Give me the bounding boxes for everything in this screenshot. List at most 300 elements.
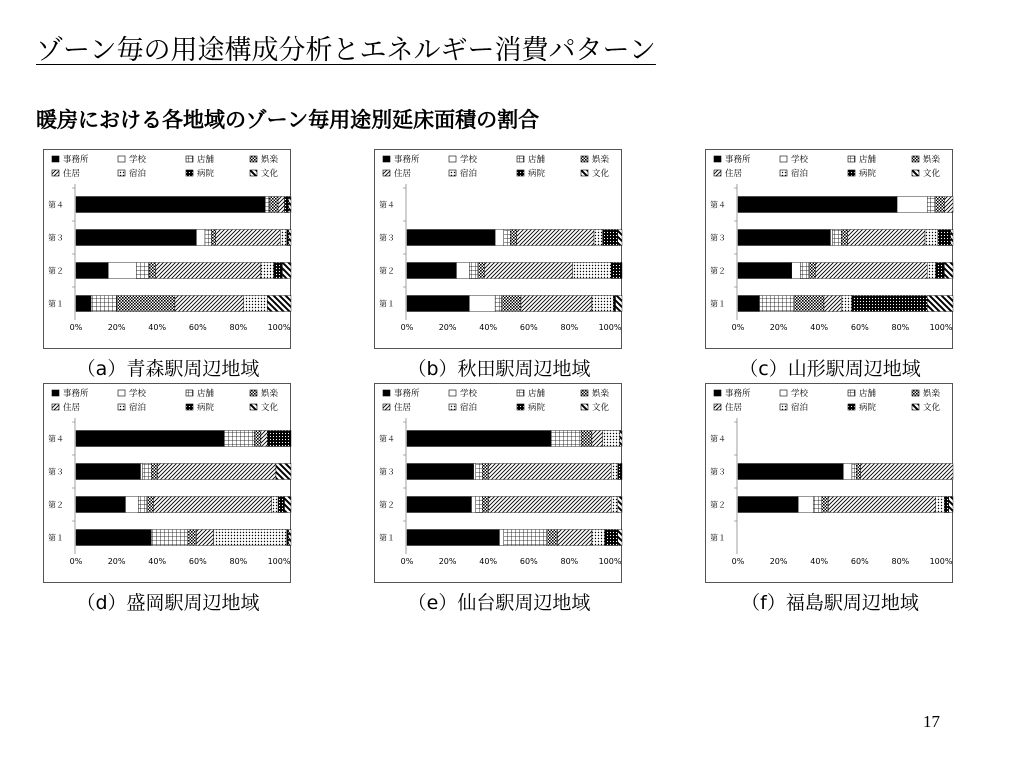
bar-segment bbox=[949, 497, 953, 513]
bar-segment bbox=[594, 230, 603, 246]
bar-segment bbox=[196, 230, 205, 246]
chart-panel-f bbox=[705, 383, 953, 583]
bar-segment bbox=[205, 230, 211, 246]
bar-segment bbox=[495, 230, 504, 246]
bar-segment bbox=[618, 464, 622, 480]
bar-segment bbox=[267, 431, 291, 447]
bar-segment bbox=[285, 497, 291, 513]
legend-label-3: 娯楽 bbox=[261, 155, 279, 165]
bar-segment bbox=[280, 230, 286, 246]
legend-swatch-7 bbox=[912, 170, 919, 176]
bar-segment bbox=[76, 296, 91, 312]
bar-segment bbox=[175, 296, 244, 312]
bar-segment bbox=[611, 263, 622, 279]
bar-segment bbox=[830, 230, 832, 246]
bar-segment bbox=[287, 530, 289, 546]
bar-segment bbox=[738, 263, 792, 279]
y-tick-label: 第１ bbox=[379, 299, 395, 309]
bar-segment bbox=[151, 530, 188, 546]
legend-label-2: 店舗 bbox=[197, 155, 215, 165]
legend-label-2: 店舗 bbox=[528, 389, 546, 399]
bar-segment bbox=[276, 464, 291, 480]
bar-segment bbox=[76, 431, 224, 447]
chart-caption-f: （f）福島駅周辺地域 bbox=[741, 592, 919, 614]
legend-swatch-2 bbox=[517, 390, 524, 396]
legend-swatch-2 bbox=[186, 156, 193, 162]
y-tick-label: 第２ bbox=[48, 500, 64, 510]
x-tick-label: 0% bbox=[400, 557, 414, 566]
legend-label-3: 娯楽 bbox=[923, 389, 941, 399]
legend-swatch-6 bbox=[848, 404, 855, 410]
bar-segment bbox=[76, 497, 125, 513]
legend-swatch-0 bbox=[714, 390, 721, 396]
legend-swatch-7 bbox=[581, 170, 588, 176]
legend-label-5: 宿泊 bbox=[129, 169, 147, 179]
legend-label-5: 宿泊 bbox=[460, 403, 478, 413]
bar-segment bbox=[760, 296, 794, 312]
legend-swatch-4 bbox=[52, 170, 59, 176]
bar-segment bbox=[517, 230, 594, 246]
legend-label-4: 住居 bbox=[725, 403, 743, 413]
bar-segment bbox=[616, 296, 622, 312]
bar-segment bbox=[897, 197, 927, 213]
bar-segment bbox=[592, 296, 614, 312]
legend-label-7: 文化 bbox=[592, 169, 610, 179]
legend-swatch-2 bbox=[517, 156, 524, 162]
legend-swatch-6 bbox=[186, 404, 193, 410]
bar-segment bbox=[478, 263, 484, 279]
legend-swatch-6 bbox=[517, 170, 524, 176]
bar-segment bbox=[267, 296, 291, 312]
legend-label-0: 事務所 bbox=[394, 389, 420, 399]
chart-svg-d bbox=[44, 384, 292, 584]
bar-segment bbox=[156, 263, 261, 279]
x-tick-label: 20% bbox=[438, 323, 457, 332]
bar-segment bbox=[141, 464, 143, 480]
bar-segment bbox=[499, 530, 503, 546]
bar-segment bbox=[951, 230, 953, 246]
chart-svg-b bbox=[375, 150, 623, 350]
bar-segment bbox=[76, 464, 141, 480]
bar-segment bbox=[456, 263, 469, 279]
bar-segment bbox=[504, 530, 547, 546]
legend-label-5: 宿泊 bbox=[791, 403, 809, 413]
bar-segment bbox=[824, 296, 841, 312]
legend-swatch-2 bbox=[848, 390, 855, 396]
x-tick-label: 0% bbox=[69, 323, 83, 332]
chart-panel-b bbox=[374, 149, 622, 349]
bar-segment bbox=[620, 431, 622, 447]
x-tick-label: 60% bbox=[188, 557, 207, 566]
legend-label-4: 住居 bbox=[63, 169, 81, 179]
legend-label-7: 文化 bbox=[923, 169, 941, 179]
legend-label-6: 病院 bbox=[859, 403, 877, 413]
legend-label-4: 住居 bbox=[394, 169, 412, 179]
legend-swatch-7 bbox=[912, 404, 919, 410]
bar-segment bbox=[603, 431, 620, 447]
bar-segment bbox=[289, 230, 291, 246]
bar-segment bbox=[254, 431, 260, 447]
bar-segment bbox=[504, 230, 510, 246]
x-tick-label: 60% bbox=[850, 323, 869, 332]
bar-segment bbox=[244, 296, 268, 312]
x-tick-label: 20% bbox=[769, 557, 788, 566]
bar-segment bbox=[261, 431, 267, 447]
bar-segment bbox=[489, 497, 612, 513]
legend-swatch-7 bbox=[250, 170, 257, 176]
legend-swatch-1 bbox=[118, 390, 125, 396]
legend-swatch-4 bbox=[714, 404, 721, 410]
bar-segment bbox=[794, 296, 824, 312]
legend-swatch-1 bbox=[780, 390, 787, 396]
x-tick-label: 40% bbox=[479, 557, 498, 566]
bar-segment bbox=[216, 230, 281, 246]
legend-swatch-0 bbox=[383, 156, 390, 162]
bar-segment bbox=[822, 497, 828, 513]
legend-label-2: 店舗 bbox=[859, 389, 877, 399]
legend-label-0: 事務所 bbox=[63, 389, 89, 399]
legend-swatch-5 bbox=[449, 170, 456, 176]
bar-segment bbox=[147, 497, 153, 513]
legend-label-6: 病院 bbox=[528, 169, 546, 179]
legend-swatch-3 bbox=[250, 390, 257, 396]
legend-swatch-0 bbox=[714, 156, 721, 162]
x-tick-label: 100% bbox=[267, 557, 291, 566]
bar-segment bbox=[856, 464, 860, 480]
x-tick-label: 60% bbox=[519, 323, 538, 332]
bar-segment bbox=[136, 263, 149, 279]
legend-swatch-4 bbox=[714, 170, 721, 176]
bar-segment bbox=[843, 464, 852, 480]
legend-swatch-0 bbox=[52, 390, 59, 396]
x-tick-label: 100% bbox=[929, 323, 953, 332]
x-tick-label: 40% bbox=[479, 323, 498, 332]
bar-segment bbox=[138, 497, 147, 513]
legend-label-1: 学校 bbox=[129, 389, 147, 399]
legend-label-7: 文化 bbox=[592, 403, 610, 413]
x-tick-label: 80% bbox=[560, 557, 579, 566]
legend-swatch-5 bbox=[118, 404, 125, 410]
legend-label-7: 文化 bbox=[261, 403, 279, 413]
x-tick-label: 60% bbox=[519, 557, 538, 566]
y-tick-label: 第４ bbox=[710, 200, 726, 210]
bar-segment bbox=[618, 497, 622, 513]
bar-segment bbox=[605, 530, 618, 546]
y-tick-label: 第２ bbox=[379, 500, 395, 510]
legend-swatch-6 bbox=[186, 170, 193, 176]
legend-swatch-7 bbox=[581, 404, 588, 410]
legend-swatch-1 bbox=[449, 390, 456, 396]
bar-segment bbox=[927, 197, 936, 213]
bar-segment bbox=[482, 497, 488, 513]
x-tick-label: 80% bbox=[560, 323, 579, 332]
bar-segment bbox=[592, 530, 605, 546]
legend-swatch-0 bbox=[52, 156, 59, 162]
bar-segment bbox=[143, 464, 152, 480]
bar-segment bbox=[76, 530, 151, 546]
legend-swatch-5 bbox=[118, 170, 125, 176]
y-tick-label: 第１ bbox=[379, 533, 395, 543]
slide-subtitle: 暖房における各地域のゾーン毎用途別延床面積の割合 bbox=[36, 108, 540, 132]
x-tick-label: 100% bbox=[929, 557, 953, 566]
bar-segment bbox=[211, 230, 215, 246]
x-tick-label: 40% bbox=[148, 557, 167, 566]
y-tick-label: 第１ bbox=[48, 299, 64, 309]
y-tick-label: 第３ bbox=[48, 467, 64, 477]
legend-label-4: 住居 bbox=[394, 403, 412, 413]
bar-segment bbox=[813, 497, 822, 513]
bar-segment bbox=[927, 296, 953, 312]
x-tick-label: 0% bbox=[731, 557, 745, 566]
legend-swatch-3 bbox=[912, 390, 919, 396]
bar-segment bbox=[282, 263, 291, 279]
x-tick-label: 20% bbox=[438, 557, 457, 566]
legend-label-2: 店舗 bbox=[859, 155, 877, 165]
bar-segment bbox=[407, 497, 472, 513]
legend-swatch-1 bbox=[449, 156, 456, 162]
bar-segment bbox=[611, 464, 617, 480]
bar-segment bbox=[476, 464, 482, 480]
bar-segment bbox=[76, 197, 265, 213]
bar-segment bbox=[158, 464, 276, 480]
legend-label-1: 学校 bbox=[460, 155, 478, 165]
legend-label-4: 住居 bbox=[63, 403, 81, 413]
legend-swatch-3 bbox=[250, 156, 257, 162]
bar-segment bbox=[551, 431, 581, 447]
legend-swatch-3 bbox=[912, 156, 919, 162]
x-tick-label: 0% bbox=[731, 323, 745, 332]
legend-label-5: 宿泊 bbox=[791, 169, 809, 179]
x-tick-label: 20% bbox=[769, 323, 788, 332]
bar-segment bbox=[289, 530, 291, 546]
bar-segment bbox=[573, 263, 612, 279]
bar-segment bbox=[76, 230, 196, 246]
y-tick-label: 第２ bbox=[710, 500, 726, 510]
bar-segment bbox=[925, 230, 938, 246]
bar-segment bbox=[91, 296, 117, 312]
chart-caption-c: （c）山形駅周辺地域 bbox=[739, 358, 921, 380]
bar-segment bbox=[841, 296, 852, 312]
legend-swatch-5 bbox=[780, 404, 787, 410]
bar-segment bbox=[117, 296, 175, 312]
legend-label-6: 病院 bbox=[197, 403, 215, 413]
bar-segment bbox=[944, 197, 953, 213]
legend-label-3: 娯楽 bbox=[592, 155, 610, 165]
x-tick-label: 100% bbox=[267, 323, 291, 332]
bar-segment bbox=[489, 464, 612, 480]
x-tick-label: 40% bbox=[810, 557, 829, 566]
legend-label-2: 店舗 bbox=[528, 155, 546, 165]
legend-swatch-7 bbox=[250, 404, 257, 410]
chart-svg-a bbox=[44, 150, 292, 350]
legend-label-7: 文化 bbox=[923, 403, 941, 413]
x-tick-label: 80% bbox=[229, 557, 248, 566]
chart-caption-e: （e）仙台駅周辺地域 bbox=[407, 592, 591, 614]
bar-segment bbox=[289, 197, 291, 213]
bar-segment bbox=[618, 530, 622, 546]
chart-caption-b: （b）秋田駅周辺地域 bbox=[407, 358, 591, 380]
bar-segment bbox=[214, 530, 287, 546]
x-tick-label: 80% bbox=[891, 323, 910, 332]
x-tick-label: 100% bbox=[598, 323, 622, 332]
legend-label-6: 病院 bbox=[528, 403, 546, 413]
y-tick-label: 第４ bbox=[710, 434, 726, 444]
legend-swatch-1 bbox=[780, 156, 787, 162]
bar-segment bbox=[474, 464, 476, 480]
legend-label-4: 住居 bbox=[725, 169, 743, 179]
bar-segment bbox=[618, 230, 622, 246]
legend-swatch-2 bbox=[848, 156, 855, 162]
bar-segment bbox=[196, 530, 213, 546]
bar-segment bbox=[558, 530, 592, 546]
bar-segment bbox=[469, 263, 478, 279]
slide-title: ゾーン毎の用途構成分析とエネルギー消費パターン bbox=[36, 35, 656, 66]
legend-label-6: 病院 bbox=[197, 169, 215, 179]
legend-swatch-4 bbox=[383, 170, 390, 176]
y-tick-label: 第１ bbox=[710, 299, 726, 309]
bar-segment bbox=[188, 530, 197, 546]
legend-label-3: 娯楽 bbox=[261, 389, 279, 399]
bar-segment bbox=[482, 464, 488, 480]
x-tick-label: 60% bbox=[850, 557, 869, 566]
bar-segment bbox=[738, 464, 843, 480]
bar-segment bbox=[265, 197, 269, 213]
bar-segment bbox=[944, 497, 948, 513]
bar-segment bbox=[833, 230, 842, 246]
bar-segment bbox=[936, 197, 945, 213]
bar-segment bbox=[495, 296, 501, 312]
chart-svg-e bbox=[375, 384, 623, 584]
bar-segment bbox=[125, 497, 138, 513]
legend-label-1: 学校 bbox=[791, 155, 809, 165]
bar-segment bbox=[938, 230, 951, 246]
bar-segment bbox=[151, 464, 157, 480]
bar-segment bbox=[287, 230, 289, 246]
bar-segment bbox=[603, 230, 618, 246]
bar-segment bbox=[272, 497, 278, 513]
x-tick-label: 40% bbox=[148, 323, 167, 332]
y-tick-label: 第４ bbox=[379, 200, 395, 210]
legend-swatch-0 bbox=[383, 390, 390, 396]
bar-segment bbox=[852, 464, 856, 480]
bar-segment bbox=[861, 464, 953, 480]
bar-segment bbox=[285, 197, 289, 213]
bar-segment bbox=[738, 230, 830, 246]
legend-swatch-6 bbox=[517, 404, 524, 410]
x-tick-label: 20% bbox=[107, 557, 126, 566]
legend-label-1: 学校 bbox=[791, 389, 809, 399]
bar-segment bbox=[108, 263, 136, 279]
legend-swatch-4 bbox=[52, 404, 59, 410]
bar-segment bbox=[261, 263, 274, 279]
bar-segment bbox=[936, 263, 945, 279]
y-tick-label: 第３ bbox=[710, 233, 726, 243]
bar-segment bbox=[927, 263, 936, 279]
bar-segment bbox=[278, 197, 284, 213]
bar-segment bbox=[581, 431, 592, 447]
chart-caption-a: （a）青森駅周辺地域 bbox=[76, 358, 260, 380]
bar-segment bbox=[936, 497, 945, 513]
bar-segment bbox=[407, 230, 495, 246]
chart-svg-f bbox=[706, 384, 954, 584]
bar-segment bbox=[484, 263, 572, 279]
chart-svg-c bbox=[706, 150, 954, 350]
x-tick-label: 20% bbox=[107, 323, 126, 332]
x-tick-label: 0% bbox=[69, 557, 83, 566]
bar-segment bbox=[852, 296, 927, 312]
bar-segment bbox=[476, 497, 482, 513]
bar-segment bbox=[472, 497, 476, 513]
legend-label-0: 事務所 bbox=[394, 155, 420, 165]
legend-swatch-6 bbox=[848, 170, 855, 176]
legend-swatch-5 bbox=[780, 170, 787, 176]
legend-swatch-4 bbox=[383, 404, 390, 410]
legend-swatch-2 bbox=[186, 390, 193, 396]
bar-segment bbox=[407, 431, 551, 447]
chart-panel-c bbox=[705, 149, 953, 349]
x-tick-label: 40% bbox=[810, 323, 829, 332]
bar-segment bbox=[469, 296, 495, 312]
legend-label-5: 宿泊 bbox=[460, 169, 478, 179]
bar-segment bbox=[521, 296, 592, 312]
legend-label-3: 娯楽 bbox=[592, 389, 610, 399]
y-tick-label: 第３ bbox=[379, 467, 395, 477]
bar-segment bbox=[407, 464, 474, 480]
bar-segment bbox=[792, 263, 801, 279]
legend-swatch-1 bbox=[118, 156, 125, 162]
legend-label-0: 事務所 bbox=[725, 155, 751, 165]
bar-segment bbox=[149, 263, 155, 279]
bar-segment bbox=[547, 530, 558, 546]
page-number: 17 bbox=[923, 712, 940, 731]
x-tick-label: 80% bbox=[229, 323, 248, 332]
bar-segment bbox=[828, 497, 936, 513]
bar-segment bbox=[738, 497, 798, 513]
y-tick-label: 第４ bbox=[48, 434, 64, 444]
bar-segment bbox=[407, 530, 499, 546]
legend-swatch-5 bbox=[449, 404, 456, 410]
y-tick-label: 第３ bbox=[48, 233, 64, 243]
bar-segment bbox=[800, 263, 809, 279]
legend-label-0: 事務所 bbox=[725, 389, 751, 399]
bar-segment bbox=[224, 431, 254, 447]
bar-segment bbox=[613, 296, 615, 312]
bar-segment bbox=[76, 263, 108, 279]
x-tick-label: 60% bbox=[188, 323, 207, 332]
bar-segment bbox=[738, 296, 760, 312]
bar-segment bbox=[611, 497, 617, 513]
bar-segment bbox=[848, 230, 925, 246]
bar-segment bbox=[153, 497, 271, 513]
bar-segment bbox=[944, 263, 953, 279]
bar-segment bbox=[407, 296, 469, 312]
bar-segment bbox=[270, 197, 279, 213]
y-tick-label: 第１ bbox=[710, 533, 726, 543]
legend-label-1: 学校 bbox=[460, 389, 478, 399]
legend-label-1: 学校 bbox=[129, 155, 147, 165]
bar-segment bbox=[841, 230, 847, 246]
x-tick-label: 80% bbox=[891, 557, 910, 566]
chart-panel-d bbox=[43, 383, 291, 583]
x-tick-label: 100% bbox=[598, 557, 622, 566]
y-tick-label: 第２ bbox=[710, 266, 726, 276]
y-tick-label: 第１ bbox=[48, 533, 64, 543]
y-tick-label: 第４ bbox=[48, 200, 64, 210]
y-tick-label: 第３ bbox=[379, 233, 395, 243]
chart-panel-e bbox=[374, 383, 622, 583]
bar-segment bbox=[502, 296, 521, 312]
legend-label-3: 娯楽 bbox=[923, 155, 941, 165]
